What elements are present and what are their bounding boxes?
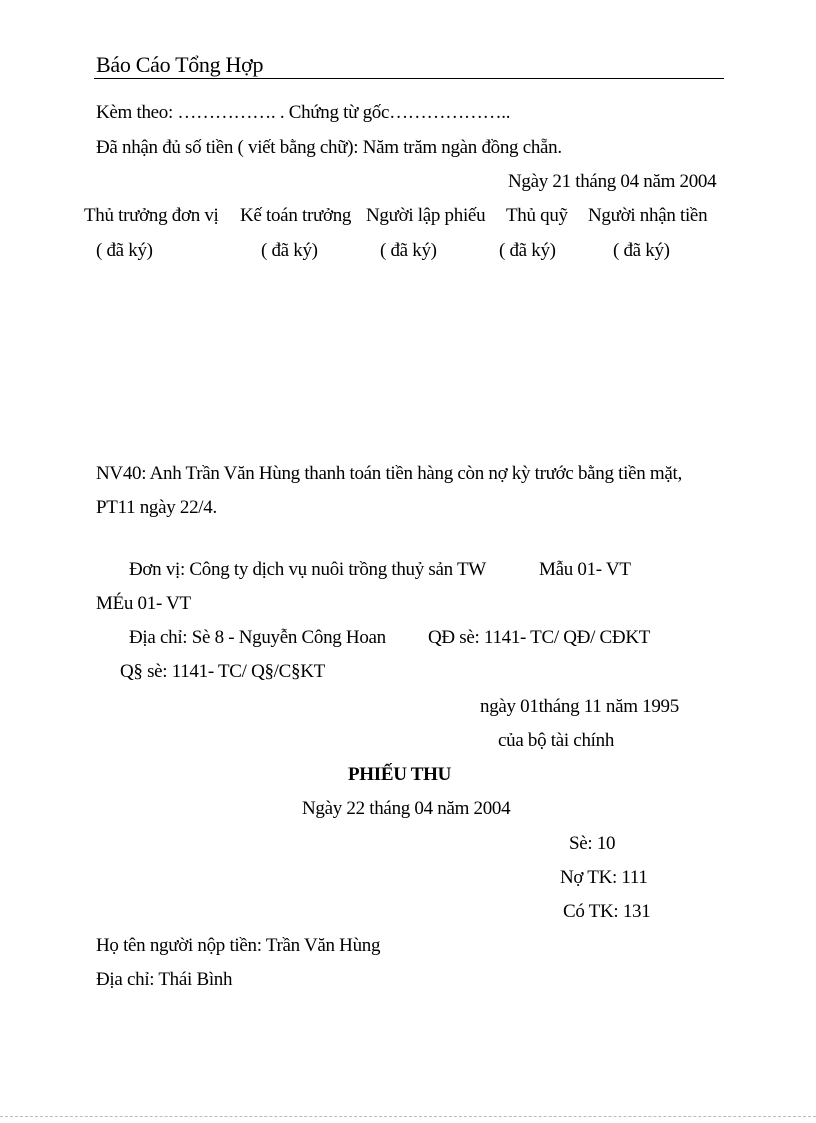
transaction-reference: PT11 ngày 22/4. <box>96 497 217 518</box>
signature-title-receiver: Người nhận tiền <box>588 205 708 226</box>
debit-account: Nợ TK: 111 <box>560 867 648 888</box>
signature-title-treasurer: Thủ quỹ <box>506 205 568 226</box>
address-line: Địa chỉ: Sè 8 - Nguyễn Công Hoan <box>129 627 386 648</box>
signature-status-receiver: ( đã ký) <box>613 240 670 261</box>
payer-address: Địa chỉ: Thái Bình <box>96 969 233 990</box>
signature-title-chief-accountant: Kế toán trưởng <box>240 205 352 226</box>
form-code-garbled: MÉu 01- VT <box>96 593 191 614</box>
attachment-line: Kèm theo: ……………. . Chứng từ gốc……………….. <box>96 102 511 123</box>
page-bottom-border <box>0 1116 816 1117</box>
signature-date: Ngày 21 tháng 04 năm 2004 <box>508 171 717 192</box>
credit-account: Có TK: 131 <box>563 901 651 922</box>
signature-title-head-of-unit: Thủ trưởng đơn vị <box>84 205 219 226</box>
form-code: Mẫu 01- VT <box>539 559 631 580</box>
header-divider <box>94 78 724 79</box>
transaction-description: NV40: Anh Trần Văn Hùng thanh toán tiền hàng còn nợ kỳ trước bằng tiền mặt, <box>96 463 682 484</box>
ministry-line: của bộ tài chính <box>498 730 615 751</box>
received-amount-line: Đã nhận đủ số tiền ( viết bằng chữ): Năm trăm ngàn đồng chẵn. <box>96 137 562 158</box>
decision-line: QĐ sè: 1141- TC/ QĐ/ CĐKT <box>428 627 651 648</box>
signature-title-preparer: Người lập phiếu <box>366 205 486 226</box>
decision-garbled: Q§ sè: 1141- TC/ Q§/C§KT <box>120 661 325 682</box>
signature-status-preparer: ( đã ký) <box>380 240 437 261</box>
page-title: Báo Cáo Tổng Hợp <box>96 52 264 77</box>
receipt-number: Sè: 10 <box>569 833 616 854</box>
signature-status-head-of-unit: ( đã ký) <box>96 240 153 261</box>
receipt-date: Ngày 22 tháng 04 năm 2004 <box>302 798 511 819</box>
decision-date: ngày 01tháng 11 năm 1995 <box>480 696 679 717</box>
unit-line: Đơn vị: Công ty dịch vụ nuôi trồng thuỷ sản TW <box>129 559 486 580</box>
receipt-title: PHIẾU THU <box>348 764 452 785</box>
signature-status-treasurer: ( đã ký) <box>499 240 556 261</box>
payer-name: Họ tên người nộp tiền: Trần Văn Hùng <box>96 935 381 956</box>
signature-status-chief-accountant: ( đã ký) <box>261 240 318 261</box>
